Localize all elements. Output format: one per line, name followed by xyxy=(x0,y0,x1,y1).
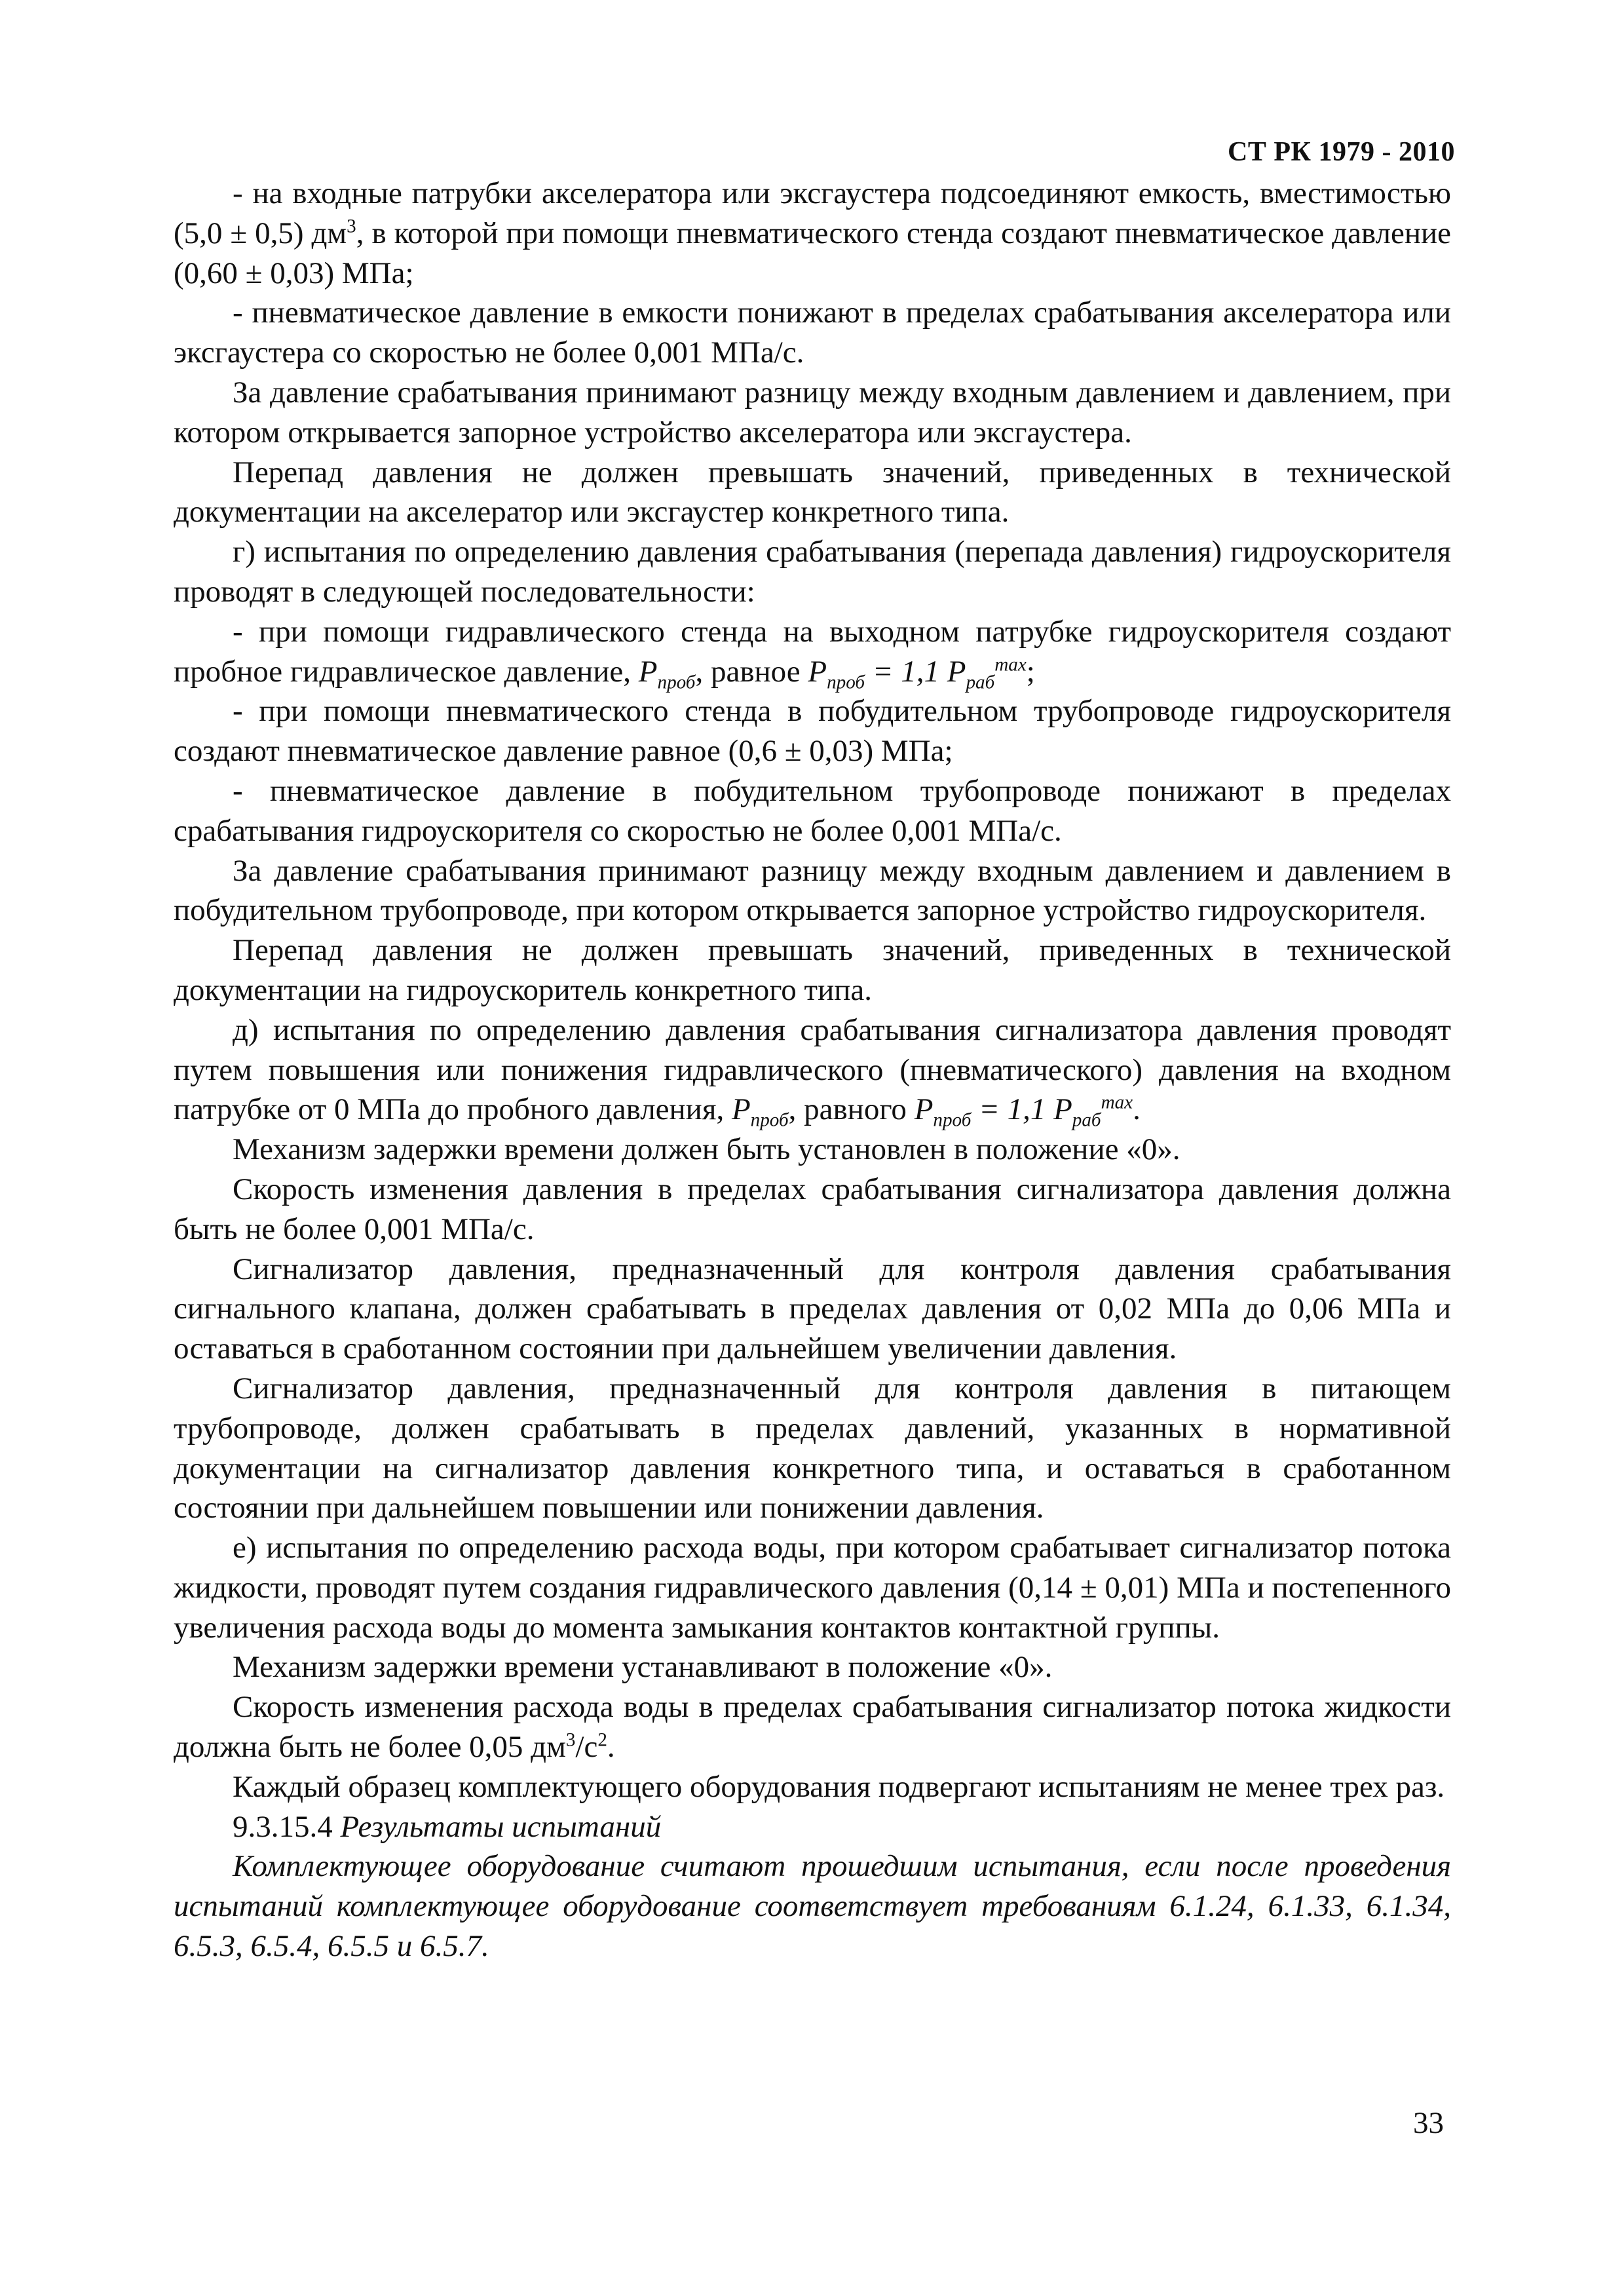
conclusion-paragraph: Комплектующее оборудование считают прошедшим испытания, если после проведения испытаний комплектующее оборудование соответствует требованиям 6.1.24, 6.1.33, 6.1.34, 6.5.3, 6.5.4, 6.5.5 и 6.5.7. xyxy=(174,1849,1451,1964)
paragraph: Сигнализатор давления, предназначенный для контроля давления срабатывания сигнального клапана, должен срабатывать в пределах давления от 0,02 МПа до 0,06 МПа и оставаться в сработанном состоянии при дальнейшем увеличении давления. xyxy=(174,1252,1451,1366)
paragraph: Механизм задержки времени устанавливают в положение «0». xyxy=(233,1650,1053,1685)
paragraph: Скорость изменения расхода воды в пределах срабатывания сигнализатор потока жидкости должна быть не более 0,05 $дм^3/с^2$. xyxy=(174,1690,1451,1765)
paragraph: Механизм задержки времени должен быть установлен в положение «0». xyxy=(233,1132,1180,1167)
document-body xyxy=(174,174,1451,1966)
paragraph: За давление срабатывания принимают разницу между входным давлением и давлением, при котором открывается запорное устройство акселератора или эксгаустера. xyxy=(174,375,1451,450)
paragraph: Скорость изменения давления в пределах срабатывания сигнализатора давления должна быть не более 0,001 МПа/с. xyxy=(174,1172,1451,1246)
paragraph: Перепад давления не должен превышать значений, приведенных в технической документации на акселератор или эксгаустер конкретного типа. xyxy=(174,455,1451,529)
paragraph: - пневматическое давление в емкости понижают в пределах срабатывания акселератора или эксгаустера со скоростью не более 0,001 МПа/с. xyxy=(174,296,1451,370)
paragraph: За давление срабатывания принимают разницу между входным давлением и давлением в побудительном трубопроводе, при котором открывается запорное устройство гидроускорителя. xyxy=(174,853,1451,928)
page-number: 33 xyxy=(1413,2106,1444,2140)
paragraph: - на входные патрубки акселератора или эксгаустера подсоединяют емкость, вместимостью (5,0 ± 0,5) $дм^3$, в которой при помощи пневматического стенда создают пневматическое давление (0,60 ± 0,03) МПа; xyxy=(174,176,1451,290)
paragraph: г) испытания по определению давления срабатывания (перепада давления) гидроускорителя проводят в следующей последовательности: xyxy=(174,535,1451,609)
paragraph: Каждый образец комплектующего оборудования подвергают испытаниям не менее трех раз. xyxy=(233,1769,1445,1804)
paragraph: - пневматическое давление в побудительном трубопроводе понижают в пределах срабатывания гидроускорителя со скоростью не более 0,001 МПа/с. xyxy=(174,773,1451,848)
paragraph: - при помощи пневматического стенда в побудительном трубопроводе гидроускорителя создают пневматическое давление равное (0,6 ± 0,03) МПа; xyxy=(174,694,1451,769)
paragraph: е) испытания по определению расхода воды, при котором срабатывает сигнализатор потока жидкости, проводят путем создания гидравлического давления (0,14 ± 0,01) МПа и постепенного увеличения расхода воды до момента замыкания контактов контактной группы. xyxy=(174,1531,1451,1645)
section-heading xyxy=(174,1807,1451,1847)
section-title: Результаты испытаний xyxy=(340,1809,662,1844)
paragraph: Перепад давления не должен превышать значений, приведенных в технической документации на гидроускоритель конкретного типа. xyxy=(174,933,1451,1007)
paragraph: д) испытания по определению давления срабатывания сигнализатора давления проводят путем повышения или понижения гидравлического (пневматического) давления на входном патрубке от 0 МПа до пробного давления, $P_{проб}$, равного $P_{проб} = 1,1$ $P_{раб}^{max}$. xyxy=(174,1012,1451,1131)
paragraph: Сигнализатор давления, предназначенный для контроля давления в питающем трубопроводе, должен срабатывать в пределах давлений, указанных в нормативной документации на сигнализатор давления конкретного типа, и оставаться в сработанном состоянии при дальнейшем повышении или понижении давления. xyxy=(174,1371,1451,1525)
paragraph: - при помощи гидравлического стенда на выходном патрубке гидроускорителя создают пробное гидравлическое давление, $P_{проб}$, равное $P_{проб} = 1,1$ $P_{раб}^{max}$; xyxy=(174,614,1451,693)
section-number: 9.3.15.4 xyxy=(233,1809,341,1844)
document-code-header: СТ РК 1979 - 2010 xyxy=(1228,137,1455,167)
